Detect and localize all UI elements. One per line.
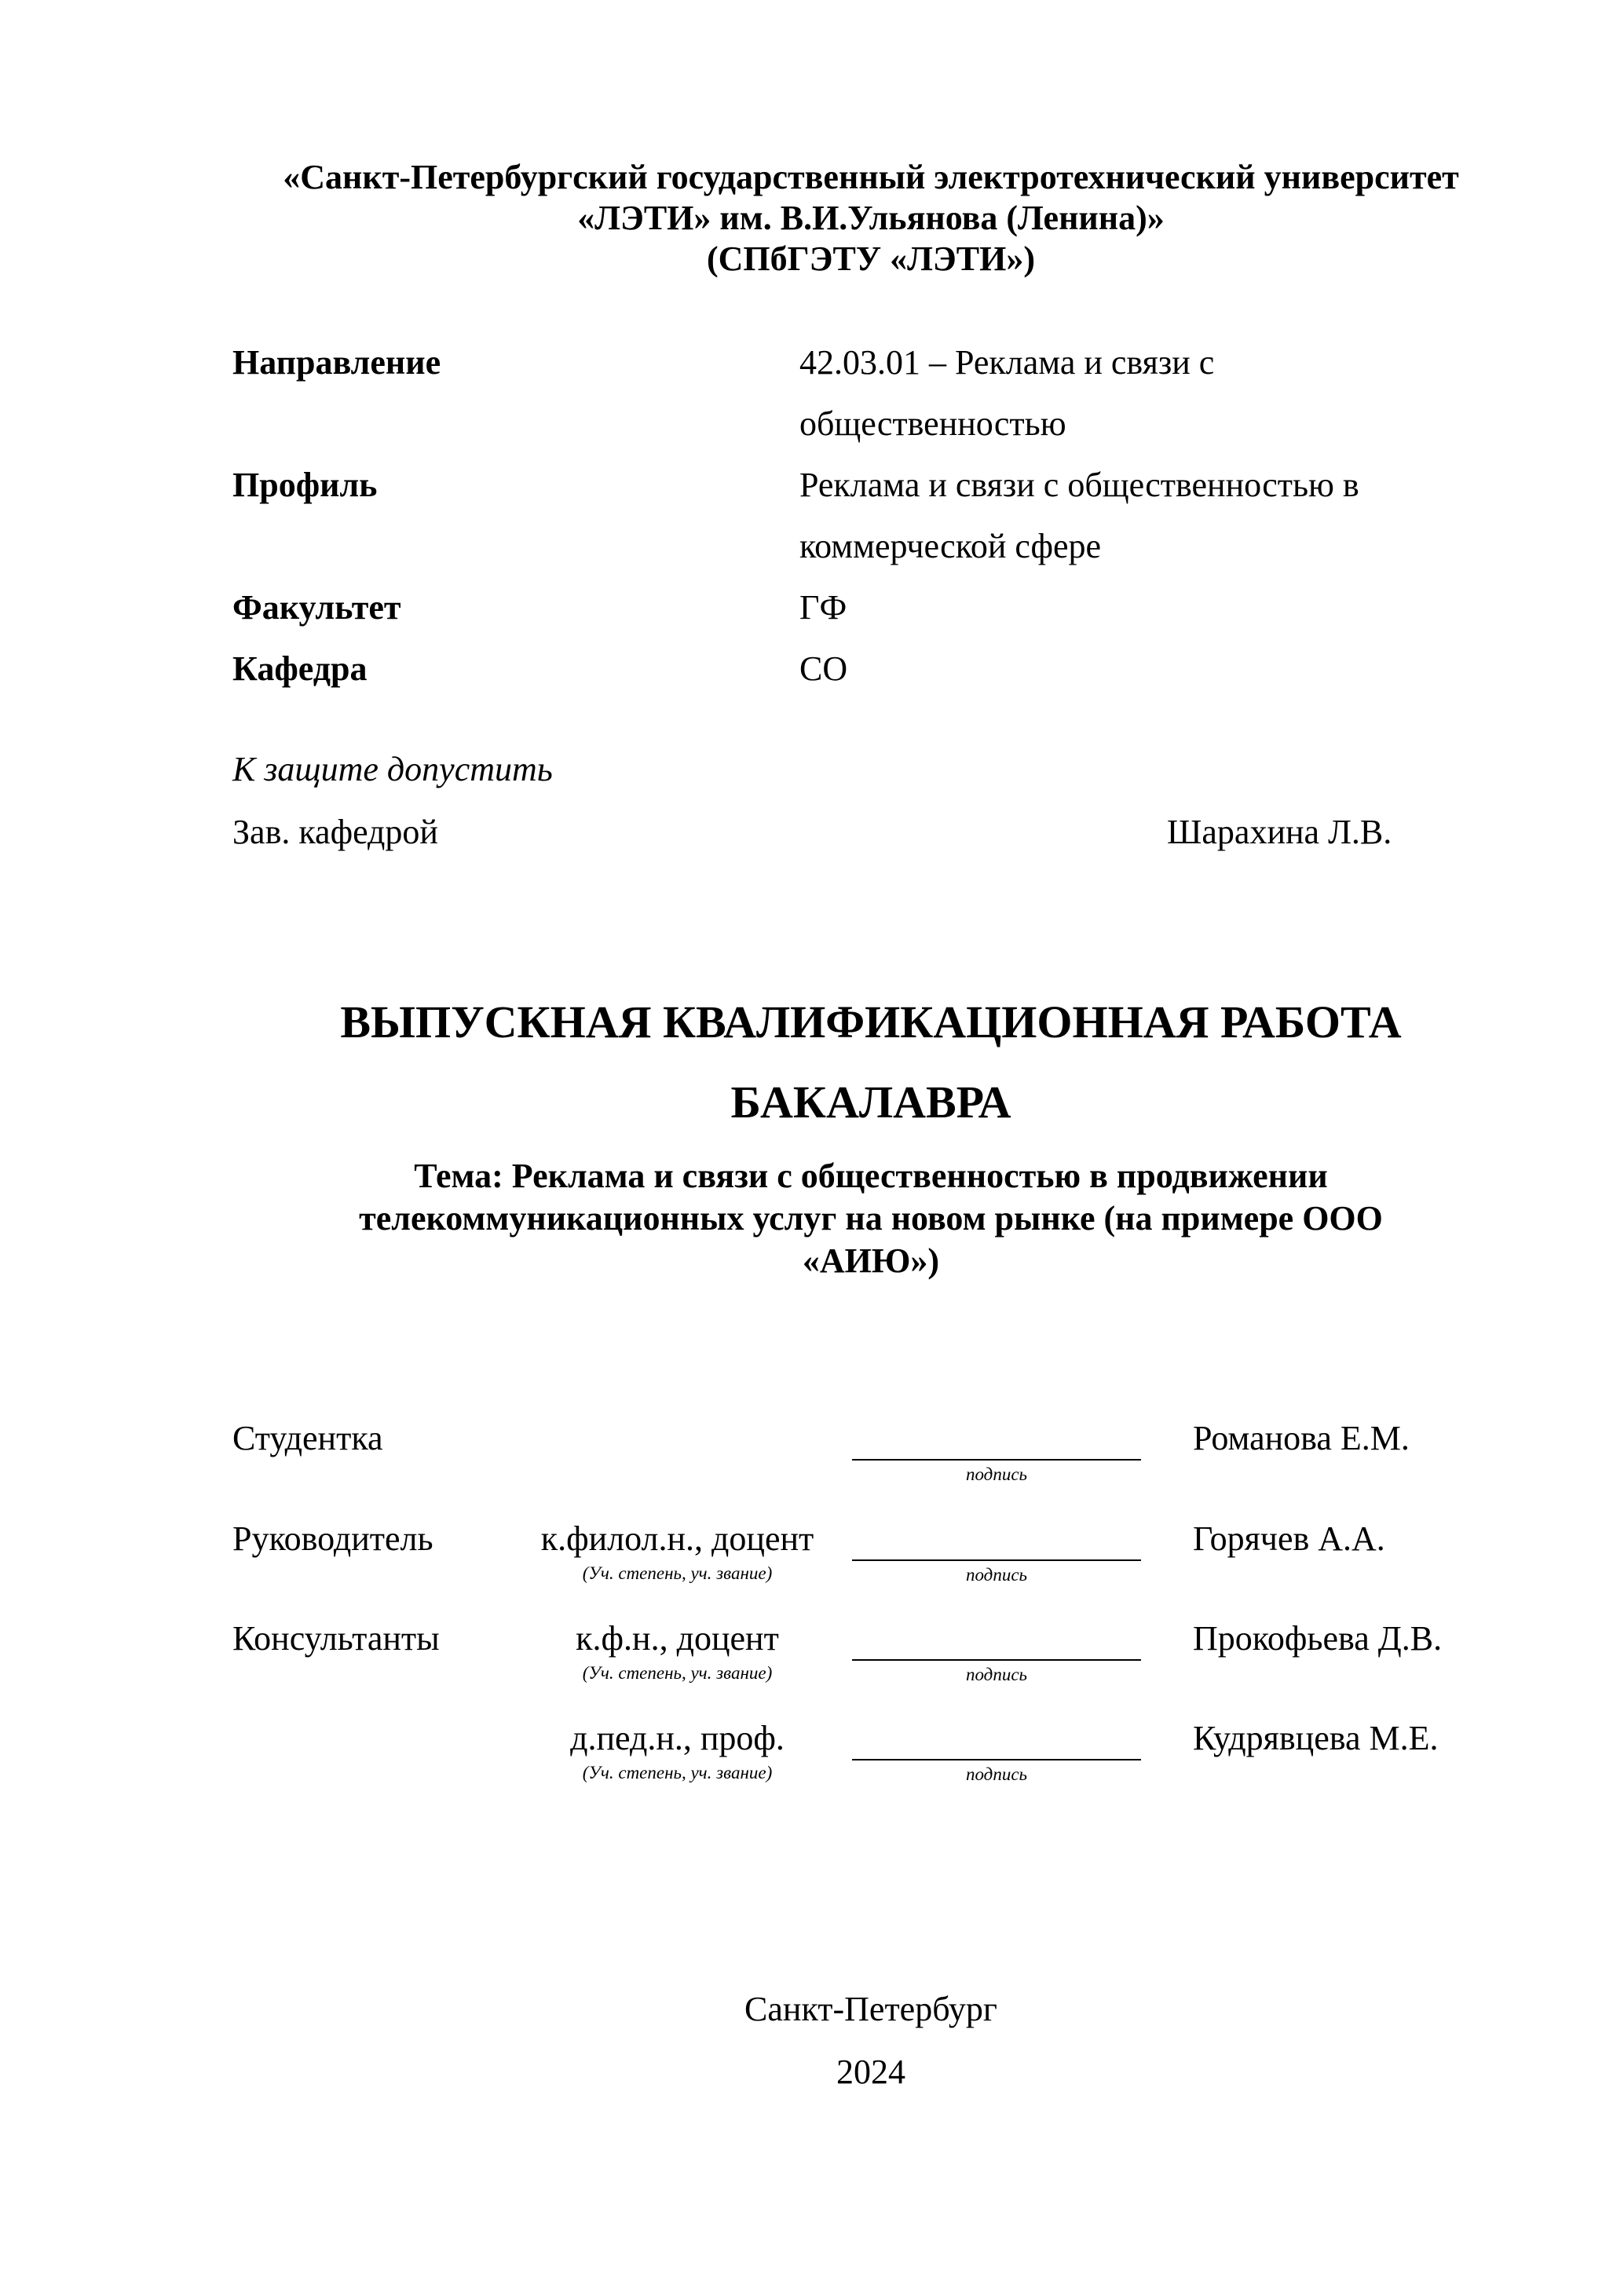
faculty-label: Факультет <box>232 588 401 627</box>
signature-caption: подпись <box>965 1665 1027 1684</box>
department-head-label: Зав. кафедрой <box>232 813 438 851</box>
university-name-line-2: «ЛЭТИ» им. В.И.Ульянова (Ленина)» <box>577 199 1165 237</box>
signature-line <box>852 1459 1141 1461</box>
academic-degree: д.пед.н., проф. <box>570 1719 785 1757</box>
academic-degree-caption: (Уч. степень, уч. звание) <box>582 1563 773 1583</box>
year: 2024 <box>836 2053 905 2091</box>
signature-caption: подпись <box>965 1764 1027 1784</box>
signature-role: Руководитель <box>232 1519 433 1558</box>
academic-degree: к.ф.н., доцент <box>576 1619 779 1658</box>
topic-line-3: «АИЮ») <box>802 1241 940 1280</box>
direction-value-line-1: 42.03.01 – Реклама и связи с <box>799 343 1215 382</box>
direction-label: Направление <box>232 343 441 382</box>
faculty-value: ГФ <box>799 588 847 627</box>
signature-line <box>852 1759 1141 1760</box>
profile-value-line-2: коммерческой сфере <box>799 527 1102 565</box>
signature-caption: подпись <box>965 1464 1027 1484</box>
signature-name: Кудрявцева М.Е. <box>1193 1719 1439 1757</box>
signature-name: Романова Е.М. <box>1193 1419 1410 1457</box>
signature-name: Прокофьева Д.В. <box>1193 1619 1443 1658</box>
city: Санкт-Петербург <box>744 1990 997 2028</box>
thesis-title-line-2: БАКАЛАВРА <box>730 1077 1011 1128</box>
profile-label: Профиль <box>232 466 378 504</box>
university-name-line-1: «Санкт-Петербургский государственный электротехнический университет <box>283 158 1459 196</box>
signature-role: Студентка <box>232 1419 383 1457</box>
signature-role: Консультанты <box>232 1619 440 1658</box>
topic-line-1: Тема: Реклама и связи с общественностью в продвижении <box>414 1157 1328 1195</box>
academic-degree: к.филол.н., доцент <box>540 1519 814 1558</box>
signature-line <box>852 1559 1141 1561</box>
signature-name: Горячев А.А. <box>1193 1519 1385 1558</box>
academic-degree-caption: (Уч. степень, уч. звание) <box>582 1663 773 1683</box>
department-head-name: Шарахина Л.В. <box>1167 813 1392 851</box>
direction-value-line-2: общественностью <box>799 404 1066 443</box>
admission-heading: К защите допустить <box>232 750 553 788</box>
topic-line-2: телекоммуникационных услуг на новом рынке (на примере ООО <box>359 1199 1383 1238</box>
signature-caption: подпись <box>965 1565 1027 1585</box>
thesis-title-line-1: ВЫПУСКНАЯ КВАЛИФИКАЦИОННАЯ РАБОТА <box>340 996 1402 1047</box>
academic-degree-caption: (Уч. степень, уч. звание) <box>582 1763 773 1782</box>
signature-line <box>852 1659 1141 1661</box>
university-abbreviation: (СПбГЭТУ «ЛЭТИ») <box>707 239 1035 278</box>
department-value: СО <box>799 649 848 688</box>
department-label: Кафедра <box>232 649 368 688</box>
profile-value-line-1: Реклама и связи с общественностью в <box>799 466 1359 504</box>
